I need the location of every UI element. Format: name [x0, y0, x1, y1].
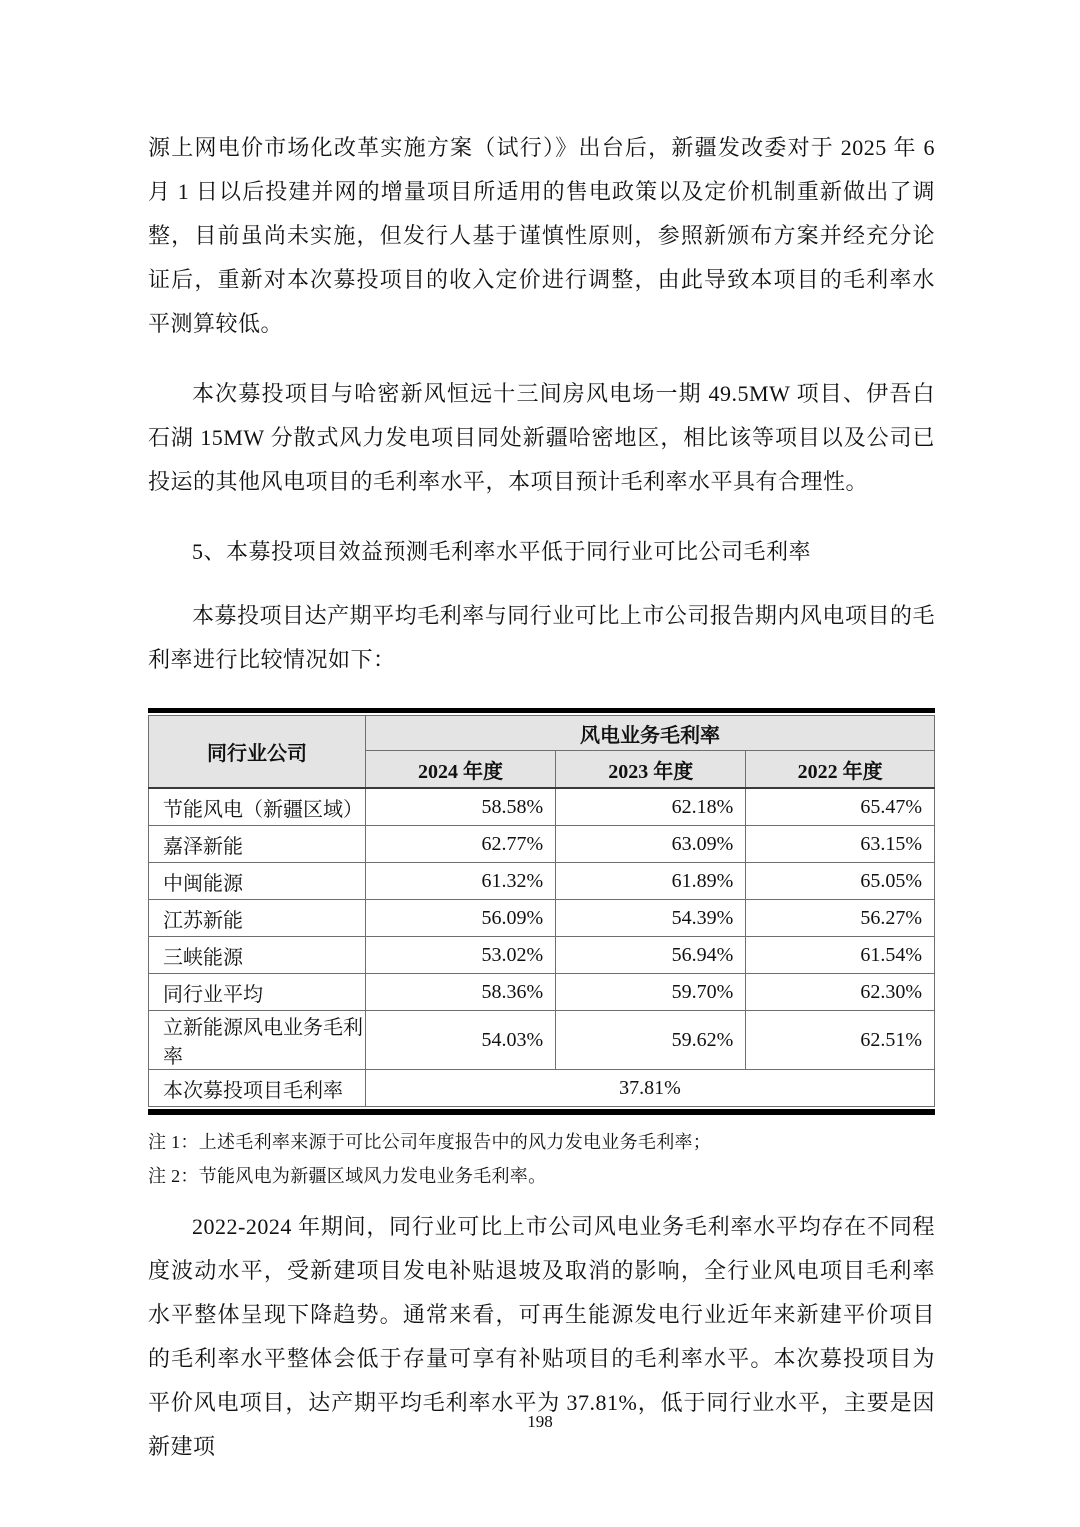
table-header-company: 同行业公司 [149, 716, 366, 789]
page-content [148, 0, 935, 1469]
table-header-year-2024: 2024 年度 [365, 751, 555, 789]
margin-2022: 61.54% [746, 937, 935, 974]
paragraph-pricing-adjustment: 源上网电价市场化改革实施方案（试行）》出台后，新疆发改委对于 2025 年 6 月 1 日以后投建并网的增量项目所适用的售电政策以及定价机制重新做出了调整，目前虽尚未实施，但发行人基于谨慎性原则，参照新颁布方案并经充分论证后，重新对本次募投项目的收入定价进行调整，由此导致本项目的毛利率水平测算较低。 [148, 135, 935, 336]
margin-2022: 65.47% [746, 788, 935, 826]
company-name: 江苏新能 [149, 900, 366, 937]
table-header-year-2023: 2023 年度 [556, 751, 746, 789]
paragraph-table-intro: 本募投项目达产期平均毛利率与同行业可比上市公司报告期内风电项目的毛利率进行比较情况如下： [148, 603, 935, 672]
company-name: 节能风电（新疆区域） [149, 788, 366, 826]
paragraph-industry-trend: 2022-2024 年期间，同行业可比上市公司风电业务毛利率水平均存在不同程度波动水平，受新建项目发电补贴退坡及取消的影响，全行业风电项目毛利率水平整体呈现下降趋势。通常来看，可再生能源发电行业近年来新建平价项目的毛利率水平整体会低于存量可享有补贴项目的毛利率水平。本次募投项目为平价风电项目，达产期平均毛利率水平为 37.81%，低于同行业水平，主要是因新建项 [148, 1214, 935, 1459]
page-number: 198 [527, 1412, 553, 1431]
margin-2022: 62.51% [746, 1011, 935, 1070]
company-name: 嘉泽新能 [149, 826, 366, 863]
table-header-group: 风电业务毛利率 [365, 716, 934, 751]
margin-2023: 56.94% [556, 937, 746, 974]
company-name: 立新能源风电业务毛利率 [149, 1011, 366, 1070]
margin-2022: 63.15% [746, 826, 935, 863]
peer-margin-table-grid [148, 715, 935, 1107]
margin-2022: 62.30% [746, 974, 935, 1011]
section-heading-5: 5、本募投项目效益预测毛利率水平低于同行业可比公司毛利率 [192, 539, 812, 564]
margin-2023: 63.09% [556, 826, 746, 863]
margin-2023: 61.89% [556, 863, 746, 900]
margin-2023: 59.62% [556, 1011, 746, 1070]
margin-2024: 56.09% [365, 900, 555, 937]
company-name: 三峡能源 [149, 937, 366, 974]
project-margin-value: 37.81% [365, 1070, 934, 1107]
margin-2024: 61.32% [365, 863, 555, 900]
margin-2024: 58.58% [365, 788, 555, 826]
company-name: 同行业平均 [149, 974, 366, 1011]
table-header-row-1 [149, 716, 935, 751]
table-row-project-margin [149, 1070, 935, 1107]
table-row [149, 937, 935, 974]
margin-2024: 58.36% [365, 974, 555, 1011]
table-note-1: 注 1：上述毛利率来源于可比公司年度报告中的风力发电业务毛利率； [148, 1132, 712, 1152]
table-row-industry-average [149, 974, 935, 1011]
margin-2023: 59.70% [556, 974, 746, 1011]
margin-2023: 54.39% [556, 900, 746, 937]
table-note-2: 注 2：节能风电为新疆区域风力发电业务毛利率。 [148, 1166, 547, 1186]
margin-2024: 54.03% [365, 1011, 555, 1070]
project-margin-label: 本次募投项目毛利率 [149, 1070, 366, 1107]
table-row [149, 788, 935, 826]
table-row [149, 826, 935, 863]
table-row [149, 863, 935, 900]
paragraph-project-comparison: 本次募投项目与哈密新风恒远十三间房风电场一期 49.5MW 项目、伊吾白石湖 15MW 分散式风力发电项目同处新疆哈密地区，相比该等项目以及公司已投运的其他风电项目的毛利率水平，本项目预计毛利率水平具有合理性。 [148, 381, 935, 494]
table-row [149, 900, 935, 937]
margin-2022: 65.05% [746, 863, 935, 900]
table-row-issuer [149, 1011, 935, 1070]
table-header-year-2022: 2022 年度 [746, 751, 935, 789]
margin-2022: 56.27% [746, 900, 935, 937]
peer-margin-table [148, 708, 935, 1115]
margin-2024: 62.77% [365, 826, 555, 863]
margin-2023: 62.18% [556, 788, 746, 826]
margin-2024: 53.02% [365, 937, 555, 974]
company-name: 中闽能源 [149, 863, 366, 900]
